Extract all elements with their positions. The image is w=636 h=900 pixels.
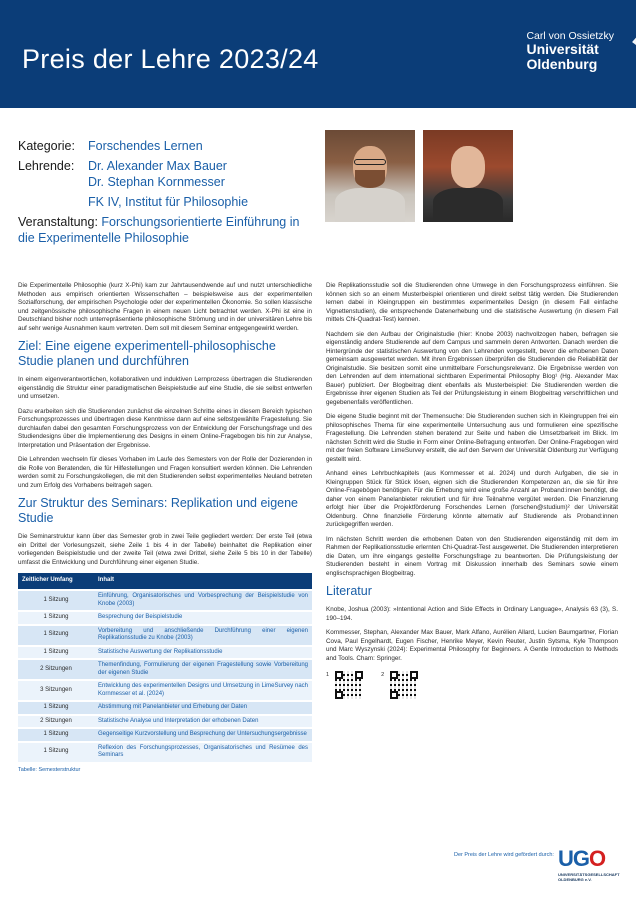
table-cell-inhalt: Einführung, Organisatorisches und Vorbesprechung der Beispielstudie von Knobe (2003) [94, 590, 312, 611]
lehrende-label: Lehrende: [18, 159, 75, 173]
semester-table [18, 573, 312, 762]
veranstaltung [18, 214, 318, 246]
table-cell-inhalt: Gegenseitige Kurzvorstellung und Besprechung der Untersuchungsergebnisse [94, 728, 312, 742]
table-row [18, 701, 312, 715]
right-paragraph-5: Im nächsten Schritt werden die erhobenen Daten von den Studierenden eigenständig mit dem im Rahmen der Replikationsstudie erlernten Chi-Quadrat-Test ausgewertet. Die Studierenden interpretieren die Daten, um ihre eingangs gestellte Forschungsfrage zu beantworten. Die Prüfungsleistung der Studierenden besteht in einem Vortrag mit Diskussion innerhalb des Seminars sowie einem englischsprachigen Blogbeitrag. [326, 535, 618, 577]
lehrende-values [88, 158, 248, 210]
literature-entry-2: Kornmesser, Stephan, Alexander Max Bauer, Mark Alfano, Aurélien Allard, Lucien Baumgartner, Florian Cova, Paul Engelhardt, Eugen Fischer, Henrike Meyer, Kevin Reuter, Justin Sytsma, Kyle Thompson und Marc Wyszynski (2024): Experimental Philosophy for Beginners. A Gentle Introduction to Methods and Tools. Cham: Springer. [326, 629, 618, 662]
qr-code-icon[interactable] [335, 671, 363, 699]
ugo-logo [558, 846, 618, 886]
veranstaltung-label: Veranstaltung: [18, 215, 98, 229]
meta-block [18, 138, 318, 246]
logo-sub-2: OLDENBURG e.V. [558, 877, 592, 882]
table-row [18, 715, 312, 729]
qr-label-2: 2 [381, 672, 385, 678]
ziel-paragraph-3: Die Lehrenden wechseln für dieses Vorhaben im Laufe des Semesters von der Rolle der Dozierenden in die Rolle von Beratenden, die für Hilfestellungen und Fragen konsultiert werden können. Die Lehrenden werden somit zu Forschungskollegen, die mit den Studierenden selbst experimentelles Neuland betreten und zum Erfolg des Vorhabens beitrageh sagen. [18, 456, 312, 489]
table-cell-umfang: 1 Sitzung [18, 590, 94, 611]
portrait-glasses [354, 159, 386, 165]
table-cell-umfang: 1 Sitzung [18, 611, 94, 625]
table-cell-umfang: 1 Sitzung [18, 625, 94, 646]
right-paragraph-4: Anhand eines Lehrbuchkapitels (aus Kornmesser et al. 2024) und durch Aufgaben, die sie in Kleingruppen Stück für Stück lösen, eignen sich die Studierenden Kompetenzen an, die sie für ihre Online-Fragebögen benötigen. Für die Erhebung wird eine große Anzahl an Proband:innen benötigt, die daher von einem Panelanbieter rekrutiert und für ihre Teilnahme vergütet werden. Die Finanzierung erfolgt hier über die Projektförderung Forschendes Lernen (forschen@studium)² der Universität Oldenburg. Ohne finanzielle Förderung könnte alternativ auf Studierende als Proband:innen zurückgegriffen werden. [326, 470, 618, 528]
veranstaltung-value: Forschungsorientierte Einführung in die Experimentelle Philosophie [18, 215, 300, 245]
table-header-row [18, 573, 312, 590]
portrait-body [433, 188, 503, 222]
university-logo [526, 30, 614, 72]
kategorie-label: Kategorie: [18, 139, 75, 153]
table-cell-umfang: 1 Sitzung [18, 646, 94, 660]
table-row [18, 728, 312, 742]
portrait-photo-bauer [325, 130, 415, 222]
uni-line-2: Universität [526, 41, 599, 57]
table-row [18, 625, 312, 646]
qr-code-icon[interactable] [390, 671, 418, 699]
table-cell-inhalt: Entwicklung des experimentellen Designs und Umsetzung in LimeSurvey nach Kornmesser et al. (2024) [94, 680, 312, 701]
right-paragraph-2: Nachdem sie den Aufbau der Originalstudie (hier: Knobe 2003) nachvollzogen haben, befragen sie eigenständig andere Studierende auf dem Campus und sammeln deren Antworten. Danach werden die Hintergründe der statistischen Auswertung von den Lehrenden vorgestellt, bevor die erhobenen Daten gemeinsam ausgewertet werden. Mit ihren Ergebnissen überprüfen die Studierenden die Reliabilität der Originalstudie. Sie besitzen somit eine unmittelbare Forschungsrelevanz. Die Ergebnisse werden von den Lehrenden auf dem international sichtbaren Experimental Philosophy Blog¹ (Hg. Alexander Max Bauer) publiziert. Der Blogbeitrag dient ebenfalls als Musterbeispiel: Die Studierenden werden die Ergebnisse ihrer eigenen Studien als Teil der Prüfungsleistung in einem Blogbeitrag verschriftlichen und gegebenenfalls veröffentlichen. [326, 330, 618, 406]
table-caption: Tabelle: Semesterstruktur [18, 766, 81, 773]
page-title: Preis der Lehre 2023/24 [22, 44, 319, 74]
table-cell-inhalt: Vorbereitung und anschließende Durchführung einer eigenen Replikationsstudie zu Knobe (2003) [94, 625, 312, 646]
table-cell-umfang: 1 Sitzung [18, 701, 94, 715]
table-row [18, 659, 312, 680]
qr-label-1: 1 [326, 672, 330, 678]
table-cell-umfang: 2 Sitzungen [18, 659, 94, 680]
heading-ziel: Ziel: Eine eigene experimentell-philosophische Studie planen und durchführen [18, 339, 276, 368]
table-row [18, 611, 312, 625]
portrait-face [451, 146, 485, 188]
table-cell-inhalt: Statistische Analyse und Interpretation der erhobenen Daten [94, 715, 312, 729]
lehrende-2: Dr. Stephan Kornmesser [88, 175, 225, 189]
logo-letters: UG [558, 846, 589, 871]
logo-mark [558, 846, 618, 872]
table-cell-umfang: 1 Sitzung [18, 742, 94, 762]
right-column [326, 282, 618, 699]
table-cell-inhalt: Reflexion des Forschungsprozesses, Organisatorisches und Resümee des Seminars [94, 742, 312, 762]
lehrende-row [18, 158, 318, 210]
kategorie-value: Forschendes Lernen [88, 139, 203, 153]
uni-line-1: Carl von Ossietzky [526, 30, 614, 42]
left-column [18, 282, 312, 774]
table-header-umfang: Zeitlicher Umfang [18, 573, 94, 590]
institut: FK IV, Institut für Philosophie [88, 195, 249, 209]
qr-codes [326, 671, 618, 699]
table-cell-inhalt: Statistische Auswertung der Replikationsstudie [94, 646, 312, 660]
table-row [18, 742, 312, 762]
sponsor-note: Der Preis der Lehre wird gefördert durch: [454, 852, 554, 858]
ziel-paragraph-1: In einem eigenverantwortlichen, kollaborativen und induktiven Lernprozess übertragen die Studierenden eigenständig die Struktur einer paradigmatischen Beispielstudie auf eine Studie, die sie selbst entwerfen und umsetzen. [18, 376, 312, 400]
table-cell-inhalt: Besprechung der Beispielstudie [94, 611, 312, 625]
right-paragraph-1: Die Replikationsstudie soll die Studierenden ohne Umwege in den Forschungsprozess einführen. Sie können sich so an einem Musterbeispiel orientieren und direkt selbst tätig werden. Die Studierenden lernen dabei in Kleingruppen ein bestimmtes experimentelles Design (in diesem Fall einfache Vignettenstudien), die entsprechende Datenerhebung und die statistische Auswertung (in diesem Fall mittels Chi-Quadrat-Test) kennen. [326, 282, 618, 323]
table-cell-umfang: 1 Sitzung [18, 728, 94, 742]
table-cell-inhalt: Abstimmung mit Panelanbieter und Erhebung der Daten [94, 701, 312, 715]
logo-circle-icon: O [589, 846, 606, 871]
header-banner [0, 0, 636, 108]
intro-paragraph: Die Experimentelle Philosophie (kurz X-Phi) kam zur Jahrtausendwende auf und nutzt unterschiedliche Methoden aus empirisch orientierten Wissenschaften – beispielsweise aus der experimentellen Sozialforschung, der empirischen Psychologie oder der experimentellen Ökonomie. So sollen klassische und zeitgenössische philosophische Fragen in einem neuen Licht betrachtet werden. X-Phi ist eine in Deutschland bisher noch unterrepräsentierte philosophische Strömung und in der universitären Lehre bis auf sehr wenige Ausnahmen kaum vertreten. Dem soll mit diesem Seminar entgegengewirkt werden. [18, 282, 312, 332]
heading-struktur: Zur Struktur des Seminars: Replikation und eigene Studie [18, 496, 299, 525]
literature-entry-1: Knobe, Joshua (2003): »Intentional Action and Side Effects in Ordinary Language«, Analysis 63 (3), S. 190–194. [326, 606, 618, 622]
portrait-beard [355, 170, 385, 188]
table-cell-umfang: 2 Sitzungen [18, 715, 94, 729]
table-row [18, 590, 312, 611]
table-row [18, 646, 312, 660]
heading-literatur: Literatur [326, 584, 372, 598]
table-header-inhalt: Inhalt [94, 573, 312, 590]
table-cell-umfang: 3 Sitzungen [18, 680, 94, 701]
lehrende-1: Dr. Alexander Max Bauer [88, 159, 227, 173]
table-row [18, 680, 312, 701]
portrait-body [335, 188, 405, 222]
kategorie-row [18, 138, 318, 154]
ziel-paragraph-2: Dazu erarbeiten sich die Studierenden zunächst die einzelnen Schritte eines in diesem Bereich typischen Forschungsprozesses und übertragen diese Kenntnisse dann auf eine selbstgewählte Fragestellung. Sie durchlaufen dabei den gesamten Forschungsprozess von der Entwicklung der Forschungsfrage und des Studiendesigns über die Implementierung des Designs in einem Online-Fragebogen bis hin zur Analyse, Interpretation und Präsentation der Ergebnisse. [18, 407, 312, 449]
logo-sub-1: UNIVERSITÄTSGESELLSCHAFT [558, 872, 620, 877]
right-paragraph-3: Die eigene Studie beginnt mit der Themensuche: Die Studierenden suchen sich in Kleingruppen frei ein philosophisches Thema für eine experimentelle Untersuchung aus und formulieren eine spezifische Fragestellung. Die Lehrenden stehen beratend zur Seite und haben die Umsetzbarkeit im Blick. Im nächsten Schritt wird die Studie in Form einer Online-Befragung entworfen. Der Online-Fragebogen wird mit der freien Software LimeSurvey erstellt, die auf den Servern der Universität Oldenburg zur Verfügung gestellt wird. [326, 413, 618, 463]
table-cell-inhalt: Themenfindung, Formulierung der eigenen Fragestellung sowie Vorbereitung der eigenen Studie [94, 659, 312, 680]
uni-line-3: Oldenburg [526, 56, 598, 72]
portrait-photo-kornmesser [423, 130, 513, 222]
struktur-paragraph: Die Seminarstruktur kann über das Semester grob in zwei Teile gegliedert werden: Der erste Teil (etwa ein Drittel der Vorlesungszeit, siehe Zeile 1 bis 4 in der Tabelle) beinhaltet die Replikation einer vorliegenden Beispielstudie und der zweite Teil (etwa zwei Drittel, siehe Zeile 5 bis 10 in der Tabelle) umfasst die Entwicklung und Durchführung einer eigenen Studie. [18, 533, 312, 566]
